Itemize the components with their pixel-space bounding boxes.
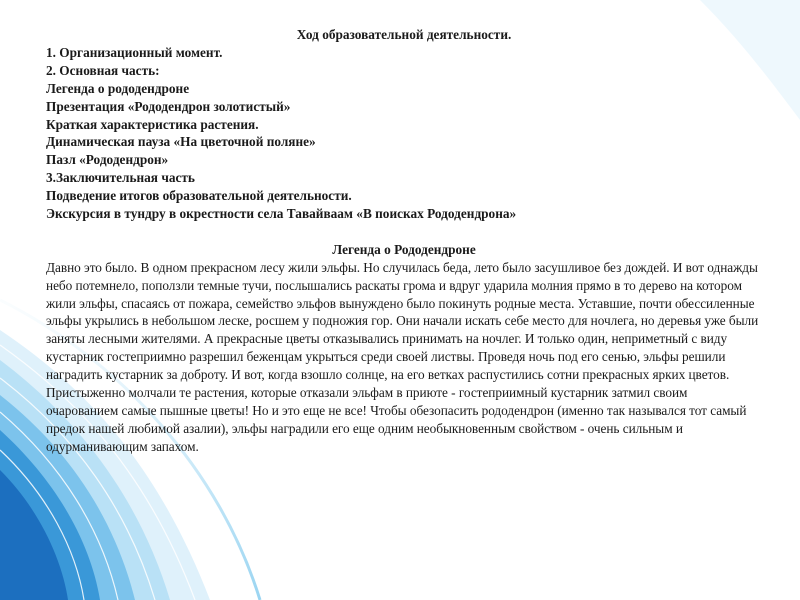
legend-text: Давно это было. В одном прекрасном лесу жили эльфы. Но случилась беда, лето было засушливое без дождей. И вот однажды небо потемнело, поползли темные тучи, послышались раскаты грома и вдруг ударила молния прямо в то дерево на котором жили эльфы, спасаясь от пожара, семейство эльфов вынуждено было покинуть родные места. Уставшие, почти обессиленные эльфы укрылись в небольшом леске, росшем у подножия гор. Они начали искать себе место для ночлега, но деревья уже были заняты лесными жителями. А прекрасные цветы отказывались принимать на ночлег. И только один, неприметный с виду кустарник гостеприимно разрешил беженцам укрыться среди своей листвы. Проведя ночь под его сенью, эльфы решили наградить кустарник за доброту. И вот, когда взошло солнце, на его ветках распустились сотни прекрасных ярких цветов. Пристыженно молчали те растения, которые отказали эльфам в приюте - гостеприимный кустарник затмил своим очарованием самые пышные цветы! Но и это еще не все! Чтобы обезопасить рододендрон (именно так назывался тот самый предок нашей любимой азалии), эльфы наградили его еще одним необыкновенным свойством - очень сильным и одурманивающим запахом. (46, 259, 759, 454)
paragraph-spacer (46, 223, 762, 241)
plan-item-6: Динамическая пауза «На цветочной поляне» (46, 134, 316, 150)
legend-title: Легенда о Рододендроне (332, 241, 476, 257)
plan-item-3: Легенда о рододендроне (46, 80, 190, 96)
plan-item-7: Пазл «Рододендрон» (46, 152, 169, 168)
plan-item-10: Экскурсия в тундру в окрестности села Тавайваам «В поисках Рододендрона» (46, 206, 517, 222)
plan-item-2: 2. Основная часть: (46, 62, 160, 78)
plan-item-9: Подведение итогов образовательной деятельности. (46, 188, 352, 204)
document-title: Ход образовательной деятельности. (296, 27, 512, 42)
plan-item-4: Презентация «Рододендрон золотистый» (46, 98, 291, 114)
plan-item-1: 1. Организационный момент. (46, 44, 223, 60)
plan-item-5: Краткая характеристика растения. (46, 116, 259, 132)
plan-item-8: 3.Заключительная часть (46, 170, 195, 186)
document-content (46, 26, 762, 456)
